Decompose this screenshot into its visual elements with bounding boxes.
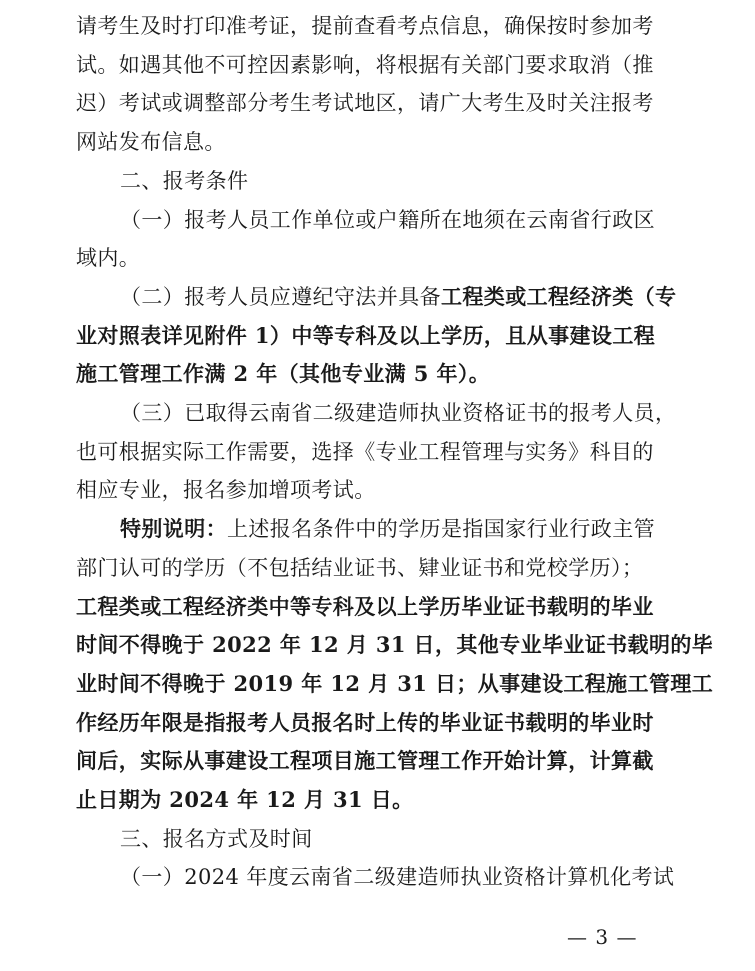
special-note-bold-line-5: 间后，实际从事建设工程项目施工管理工作开始计算，计算截 [76,748,654,773]
item-1-line-2: 域内。 [76,246,141,270]
section-heading-2: 二、报考条件 [120,169,249,193]
item-2-line-1 [120,283,676,311]
special-note-bold-line-1: 工程类或工程经济类中等专科及以上学历毕业证书载明的毕业 [76,594,654,619]
intro-line-4: 网站发布信息。 [76,130,226,154]
special-note-bold-line-3: 业时间不得晚于 2019 年 12 月 31 日；从事建设工程施工管理工 [76,671,714,696]
item-1-line-1: （一）报考人员工作单位或户籍所在地须在云南省行政区 [120,208,655,232]
special-note-line-1 [120,515,655,543]
section-heading-3: 三、报名方式及时间 [120,827,313,851]
item-3-line-1: （三）已取得云南省二级建造师执业资格证书的报考人员， [120,401,677,425]
page-number: — 3 — [567,925,638,949]
item-2-line-3: 施工管理工作满 2 年（其他专业满 5 年）。 [76,361,491,386]
special-note-bold-line-4: 作经历年限是指报考人员报名时上传的毕业证书载明的毕业时 [76,710,654,735]
special-note-bold-line-6: 止日期为 2024 年 12 月 31 日。 [76,787,414,812]
special-note-label: 特别说明： [120,516,227,541]
item-2-line-1-bold: 工程类或工程经济类（专 [441,284,677,309]
item-2-line-1-normal: （二）报考人员应遵纪守法并具备 [120,285,441,309]
item-2-line-2: 业对照表详见附件 1）中等专科及以上学历，且从事建设工程 [76,323,656,348]
special-note-line-2: 部门认可的学历（不包括结业证书、肄业证书和党校学历）； [76,556,644,580]
item-3-1-line-1: （一）2024 年度云南省二级建造师执业资格计算机化考试 [120,865,675,889]
intro-line-2: 试。如遇其他不可控因素影响，将根据有关部门要求取消（推 [76,53,654,77]
intro-line-3: 迟）考试或调整部分考生考试地区，请广大考生及时关注报考 [76,91,654,115]
intro-line-1: 请考生及时打印准考证，提前查看考点信息，确保按时参加考 [76,14,654,38]
special-note-line-1-rest: 上述报名条件中的学历是指国家行业行政主管 [227,517,655,541]
item-3-line-3: 相应专业，报名参加增项考试。 [76,478,376,502]
item-3-line-2: 也可根据实际工作需要，选择《专业工程管理与实务》科目的 [76,440,654,464]
special-note-bold-line-2: 时间不得晚于 2022 年 12 月 31 日，其他专业毕业证书载明的毕 [76,632,714,657]
